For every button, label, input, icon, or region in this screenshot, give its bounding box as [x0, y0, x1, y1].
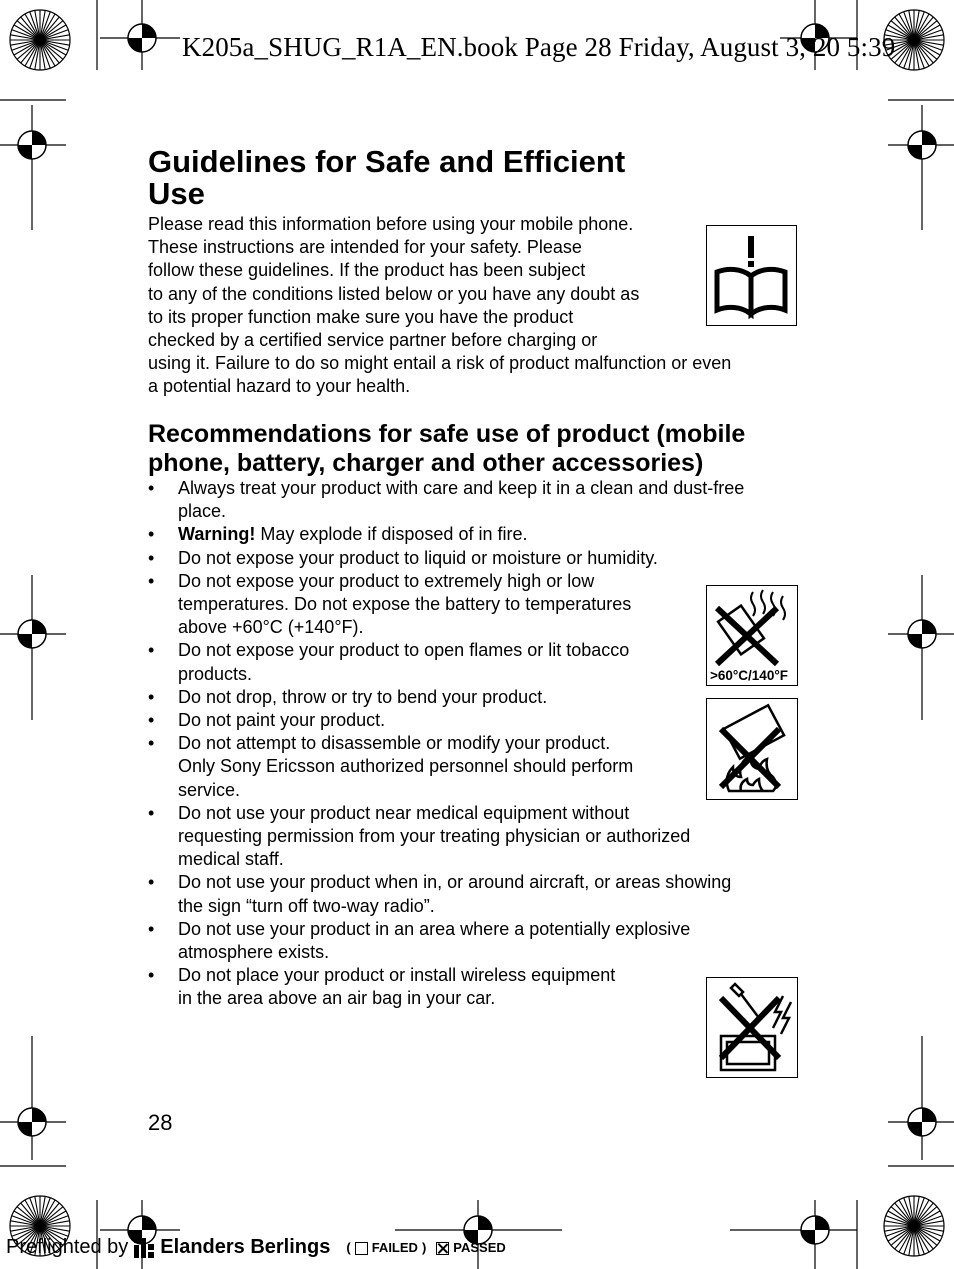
elanders-logo-icon	[134, 1238, 154, 1258]
item-line: Do not expose your product to liquid or moisture or humidity.	[178, 547, 658, 568]
bullet: •	[148, 686, 155, 707]
bullet: •	[148, 802, 155, 823]
item-line: products.	[178, 663, 253, 684]
list-item	[148, 871, 828, 917]
list-item	[148, 918, 828, 964]
temperature-label: >60°C/140°F	[710, 668, 788, 683]
item-line: Do not attempt to disassemble or modify your product.	[178, 733, 611, 754]
page-header: K205a_SHUG_R1A_EN.book Page 28 Friday, August 3, 20 5:39	[182, 32, 896, 62]
no-disassemble-icon	[706, 977, 798, 1078]
page-number: 28	[148, 1110, 173, 1135]
item-line: in the area above an air bag in your car.	[178, 988, 496, 1009]
item-line: Do not use your product in an area where a potentially explosive	[178, 918, 691, 939]
list-item	[148, 477, 828, 523]
title-line: Use	[148, 176, 205, 211]
item-line: Do not paint your product.	[178, 710, 386, 731]
intro-line: checked by a certified service partner before charging or	[148, 330, 598, 351]
item-line: temperatures. Do not expose the battery to temperatures	[178, 594, 632, 615]
warning-label: Warning!	[178, 524, 256, 545]
item-line: Do not use your product when in, or around aircraft, or areas showing	[178, 872, 732, 893]
item-line: Do not use your product near medical equipment without	[178, 802, 630, 823]
item-line: Always treat your product with care and keep it in a clean and dust-free	[178, 478, 745, 498]
intro-line: to its proper function make sure you have the product	[148, 306, 574, 327]
failed-label: FAILED	[371, 1240, 418, 1255]
item-line: medical staff.	[178, 849, 284, 870]
bullet: •	[148, 640, 155, 661]
intro-line: using it. Failure to do so might entail a risk of product malfunction or even	[148, 353, 732, 374]
item-line: place.	[178, 501, 227, 522]
item-line: Only Sony Ericsson authorized personnel should perform	[178, 756, 634, 777]
heading-line: Recommendations for safe use of product (mobile	[148, 420, 746, 448]
bullet: •	[148, 965, 155, 986]
item-line: above +60°C (+140°F).	[178, 617, 364, 638]
list-item	[148, 547, 828, 570]
intro-line: a potential hazard to your health.	[148, 376, 411, 397]
close-paren: )	[421, 1240, 427, 1255]
item-line: Do not drop, throw or try to bend your product.	[178, 686, 548, 707]
title-line: Guidelines for Safe and Efficient	[148, 144, 626, 179]
intro-line: follow these guidelines. If the product has been subject	[148, 260, 586, 281]
no-fire-icon	[706, 698, 798, 800]
intro-line: These instructions are intended for your safety. Please	[148, 237, 582, 258]
list-item	[148, 523, 828, 546]
failed-checkbox	[355, 1242, 368, 1255]
intro-line: to any of the conditions listed below or you have any doubt as	[148, 283, 640, 304]
preflight-footer	[6, 1236, 506, 1259]
recommendations-heading	[148, 420, 828, 478]
intro-line: Please read this information before using your mobile phone.	[148, 214, 634, 234]
item-line: the sign “turn off two-way radio”.	[178, 895, 435, 916]
item-line: requesting permission from your treating physician or authorized	[178, 826, 691, 847]
item-line: service.	[178, 779, 241, 800]
item-line: Do not expose your product to extremely high or low	[178, 570, 595, 591]
bullet: •	[148, 478, 155, 498]
item-line: Do not place your product or install wireless equipment	[178, 965, 616, 986]
list-item	[148, 802, 828, 872]
read-manual-warning-icon	[706, 225, 797, 326]
passed-label: PASSED	[453, 1240, 506, 1255]
brand-name: Elanders Berlings	[160, 1236, 331, 1258]
item-line: Do not expose your product to open flames or lit tobacco	[178, 640, 630, 661]
bullet: •	[148, 710, 155, 731]
bullet: •	[148, 570, 155, 591]
item-line: atmosphere exists.	[178, 942, 330, 963]
bullet: •	[148, 918, 155, 939]
bullet: •	[148, 733, 155, 754]
item-line: May explode if disposed of in fire.	[255, 524, 528, 545]
open-paren: (	[346, 1240, 351, 1255]
page-title	[148, 146, 668, 210]
no-high-temperature-icon	[706, 585, 798, 686]
bullet: •	[148, 547, 155, 568]
heading-line: phone, battery, charger and other accessories)	[148, 449, 704, 477]
preflighted-label: Preflighted by	[6, 1236, 129, 1258]
bullet: •	[148, 872, 155, 893]
passed-checkbox-checked	[436, 1242, 449, 1255]
bullet: •	[148, 524, 155, 545]
